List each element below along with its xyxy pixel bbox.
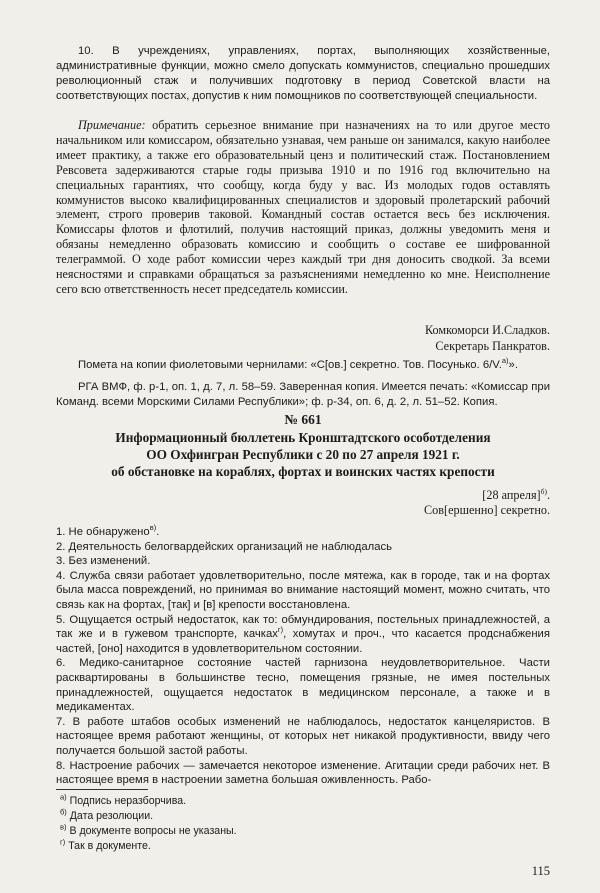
list-item: 3. Без изменений. (56, 555, 151, 568)
list-item: 5. Ощущается острый недостаток, как то: обмундирования, постельных принадлежностей, а так же и в гужевом транспорте, качках$^{г)}$, хомутах и проч., что касается продснабжения частей, [оно] находится в удовлетворительном состоянии. (56, 613, 550, 655)
signature-secretary: Секретарь Панкратов. (435, 339, 550, 353)
footnote-ref-a: а) (501, 356, 509, 366)
footnote-ref-v: в) (149, 523, 157, 533)
bulletin-items (56, 525, 550, 788)
document-title-line-3: об обстановке на кораблях, фортах и воинских частях крепости (111, 464, 495, 479)
footnote-g: $^{г)}$ Так в документе. (60, 837, 151, 852)
footnote-b: $^{б)}$ Дата резолюции. (60, 807, 154, 822)
footnote-a: $^{а)}$ Подпись неразборчива. (60, 792, 187, 807)
secrecy-stamp: Сов[ершенно] секретно. (424, 503, 550, 517)
note-text: обратить серьезное внимание при назначениях на то или другое место начальником или комиссаром, обязательно узнавая, чем раньше он занимался, какую наиболее имеет практику, а также его образовательный ценз и политический стаж. Постановлением Ревсовета задерживаются старые годы призыва 1910 и по 1916 год включительно на специальных гарантиях, что сообщу, когда буду у вас. Из молодых годов оставлять коммунистов высоко квалифицированных специалистов и здоровый пролетарский рабочий элемент, строго проверив таковой. Командный состав остается весь без исключения. Комиссары флотов и флотилий, получив настоящий приказ, должны уведомить меня и обязаны немедленно образовать комиссию и сообщить о составе ее шифрованной телеграммой. О ходе работ комиссии через каждый три дня доносить сводкой. За всеми неясностями и справками обращаться за разъяснениями немедленно ко мне. Неисполнение сего всю ответственность несет председатель комиссии. (56, 118, 550, 296)
list-item: 6. Медико-санитарное состояние частей гарнизона неудовлетворительное. Части расквартированы в большинстве тесно, помещения грязные, не имея постельных принадлежностей, ощущается недостаток в медицинском персонале, а также и в медикаментах. (56, 657, 550, 714)
footnote-ref-g: г) (277, 625, 284, 635)
list-item: 4. Служба связи работает удовлетворительно, после мятежа, как в городе, так и на фортах была масса повреждений, но принимая во внимание настоящий момент, можно считать, что связь как на фортах, [так] и [в] крепости восстановлена. (56, 569, 550, 611)
list-item: 2. Деятельность белогвардейских организаций не наблюдалась (56, 540, 393, 553)
note-label: Примечание: (78, 118, 146, 132)
document-title-line-2: ОО Охфингран Республики с 20 по 27 апреля 1921 г. (146, 447, 460, 462)
paragraph-item-10: 10. В учреждениях, управлениях, портах, выполняющих хозяйственные, административные функции, можно смело допускать коммунистов, специально прошедших революционный стаж и получивших подготовку в период Советской власти на соответствующих постах, допустив к ним помощников по соответствующей специальности. (56, 45, 550, 102)
list-item: 1. Не обнаружено$^{в)}$. (56, 523, 160, 538)
footnote-divider (56, 789, 148, 790)
note-paragraph (56, 118, 550, 297)
list-item: 8. Настроение рабочих — замечается некоторое изменение. Агитации среди рабочих нет. В настоящее время в настроении заметна большая оживленность. Рабо- (56, 759, 550, 787)
ink-note: Помета на копии фиолетовыми чернилами: «С[ов.] секретно. Тов. Посунько. 6/V.$^{а)}$». (78, 356, 518, 371)
document-number: № 661 (284, 412, 322, 427)
document-title-line-1: Информационный бюллетень Кронштадтского особотделения (115, 430, 491, 445)
footnote-v: $^{в)}$ В документе вопросы не указаны. (60, 822, 237, 837)
list-item: 7. В работе штабов особых изменений не наблюдалось, недостаток канцеляристов. В настоящее время работают женщины, от которых нет никакой продуктивности, ввиду чего получается большой застой работы. (56, 715, 550, 757)
document-date: [28 апреля]$^{б)}$. (482, 486, 550, 502)
archive-reference: РГА ВМФ, ф. р-1, оп. 1, д. 7, л. 58–59. Заверенная копия. Имеется печать: «Комиссар при Команд. всеми Морскими Силами Республики»; ф. р-34, оп. 6, д. 2, л. 51–52. Копия. (56, 381, 550, 408)
signature-commander: Комкоморси И.Сладков. (424, 323, 550, 337)
footnote-ref-b: б) (540, 486, 547, 496)
page-number: 115 (531, 864, 550, 878)
